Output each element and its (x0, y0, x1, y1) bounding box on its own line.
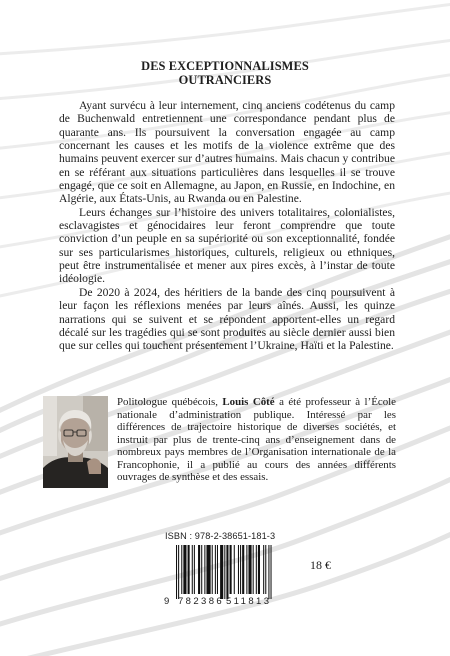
back-cover-summary (59, 99, 395, 353)
author-biography (117, 396, 396, 484)
author-photo (43, 396, 108, 488)
summary-paragraph-1: Ayant survécu à leur internement, cinq anciens codétenus du camp de Buchenwald entretiennent une correspondance pendant plus de quarante ans. Ils poursuivent la conversation engagée au camp concernant les causes et les motifs de la violence extrême que des humains peuvent exercer sur d’autres humains. Mais chacun y contribue en se référant aux situations particulières dans lesquelles il se trouve engagé, que ce soit en Allemagne, au Japon, en Russie, en Indochine, en Algérie, aux États-Unis, au Rwanda ou en Palestine. (59, 99, 395, 206)
bio-rest: a été professeur à l’École nationale d’administration publique. Intéressé par les différences de trajectoire historique de diverses sociétés, et instruit par plus de trente-cinq ans d’enseignement dans de nombreux pays membres de l’Organisation internationale de la Francophonie, il a publié au cours des années différents ouvrages de synthèse et des essais. (117, 396, 396, 484)
price-label: 18 € (310, 558, 331, 572)
barcode-right-digits: 511813 (226, 596, 272, 607)
book-title-line-1: DES EXCEPTIONNALISMES (141, 59, 309, 73)
bio-intro: Politologue québécois, (117, 396, 223, 408)
barcode-left-digits: 782386 (178, 596, 225, 607)
book-title (60, 60, 390, 87)
summary-paragraph-3: De 2020 à 2024, des héritiers de la bande des cinq poursuivent à leur façon les réflexions menées par leurs aînés. Aussi, les quinze narrations qui se suivent et se répondent apportent-elles un regard décalé sur les tragédies qui se sont produites au siècle dernier aussi bien que sur celles qui touchent présentement l’Ukraine, Haïti et la Palestine. (59, 285, 395, 353)
summary-paragraph-2: Leurs échanges sur l’histoire des univers totalitaires, colonialistes, esclavagistes et génocidaires leur feront comprendre que toute conviction d’un peuple en sa supériorité ou son exceptionnalité, fondée sur ses particularismes historiques, culturels, religieux ou ethniques, peut être instrumentalisée et mener aux pires excès, à l’instar de toute idéologie. (59, 205, 395, 286)
book-title-line-2: OUTRANCIERS (178, 72, 272, 87)
barcode-first-digit: 9 (164, 596, 170, 607)
isbn-label: ISBN : 978-2-38651-181-3 (165, 531, 276, 541)
bio-paragraph (117, 396, 396, 484)
author-name: Louis Côté (222, 396, 275, 408)
